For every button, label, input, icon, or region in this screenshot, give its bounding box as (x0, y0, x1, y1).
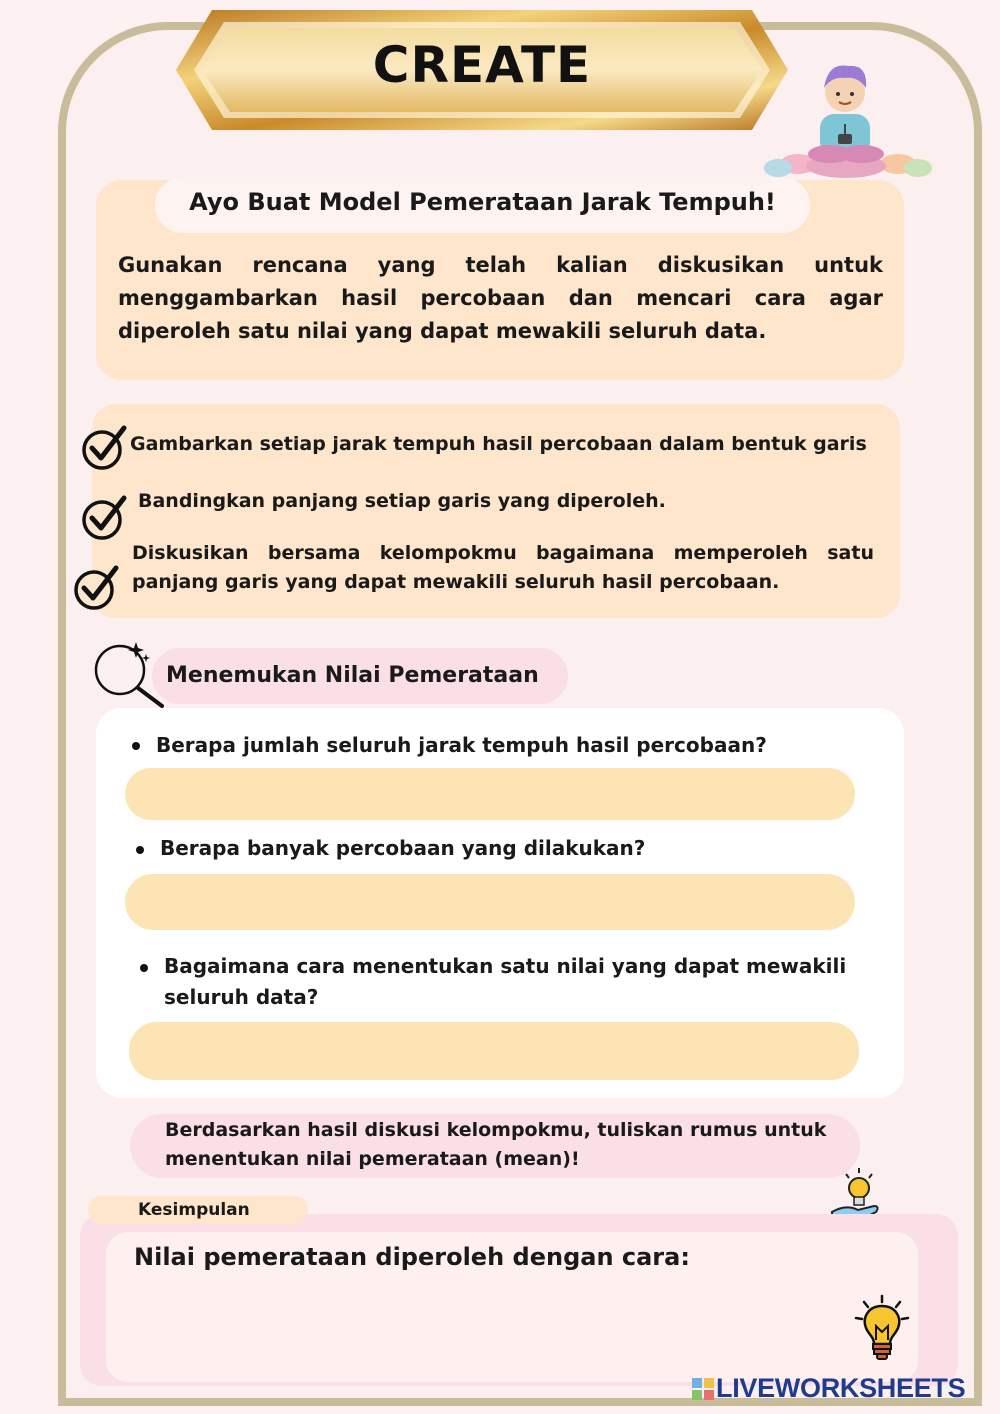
bullet (132, 742, 140, 750)
lightbulb-icon (852, 1294, 912, 1366)
bullet (136, 846, 144, 854)
answer-field[interactable] (129, 1022, 859, 1080)
checkmark-icon (80, 492, 130, 542)
kid-with-toy-cars-illustration (758, 56, 933, 184)
question-text: Berapa banyak percobaan yang dilakukan? (160, 836, 646, 860)
formula-prompt: Berdasarkan hasil diskusi kelompokmu, tuliskan rumus untuk menentukan nilai pemerataan (mean)! (130, 1114, 860, 1178)
liveworksheets-logo (692, 1374, 992, 1404)
bullet (140, 964, 148, 972)
title-banner (172, 6, 792, 134)
step-item: Gambarkan setiap jarak tempuh hasil percobaan dalam bentuk garis (130, 433, 867, 455)
model-heading: Ayo Buat Model Pemerataan Jarak Tempuh! (155, 177, 810, 233)
model-instructions: Gunakan rencana yang telah kalian diskusikan untuk menggambarkan hasil percobaan dan mencari cara agar diperoleh satu nilai yang dapat mewakili seluruh data. (118, 253, 883, 343)
step-item: Diskusikan bersama kelompokmu bagaimana memperoleh satu panjang garis yang dapat mewakili seluruh hasil percobaan. (132, 542, 874, 593)
logo-mark-icon (692, 1378, 714, 1400)
question-text: Berapa jumlah seluruh jarak tempuh hasil percobaan? (156, 733, 767, 757)
checkmark-icon (80, 422, 130, 472)
answer-field[interactable] (125, 874, 855, 930)
conclusion-tab: Kesimpulan (88, 1196, 308, 1224)
conclusion-text: Nilai pemerataan diperoleh dengan cara: (134, 1243, 690, 1271)
answer-field[interactable] (125, 768, 855, 820)
checkmark-icon (72, 562, 122, 612)
logo-text: LIVEWORKSHEETS (716, 1373, 966, 1403)
page-title: CREATE (372, 36, 592, 94)
question-text: Bagaimana cara menentukan satu nilai yang dapat mewakili seluruh data? (164, 954, 847, 1009)
find-section-heading: Menemukan Nilai Pemerataan (152, 648, 568, 704)
step-item: Bandingkan panjang setiap garis yang diperoleh. (138, 490, 666, 512)
